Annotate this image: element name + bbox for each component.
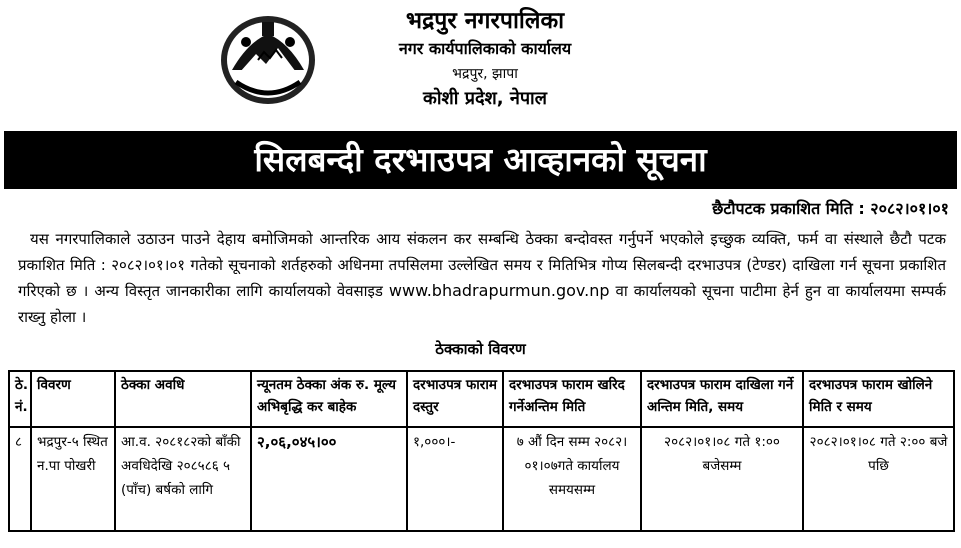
cell-min-amount: २,०६,०४५।००: [251, 427, 407, 531]
notice-text: यस नगरपालिकाले उठाउन पाउने देहाय बमोजिमको आन्तरिक आय संकलन कर सम्बन्धि ठेक्का बन्दोवस्त गर्नुपर्ने भएकोले इच्छुक व्यक्ति, फर्म वा संस्थाले छैटौ पटक प्रकाशित मिति : २०८२।०१।०१ गतेको सूचनाको शर्तहरुको अधिनमा तपसिलमा उल्लेखित समय र मितिभित्र गोप्य सिलबन्दी दरभाउपत्र (टेण्डर) दाखिला गर्न सूचना प्रकाशित गरिएको छ । अन्य विस्तृत जानकारीका लागि कार्यालयको वेवसाइड: [18, 230, 946, 300]
letterhead: [330, 0, 640, 112]
cell-form-fee: १,०००।-: [407, 427, 503, 531]
province-name: कोशी प्रदेश, नेपाल: [423, 88, 547, 109]
header-description: विवरण: [31, 371, 115, 427]
table-header-row: [9, 371, 954, 427]
table-row: [9, 427, 954, 531]
cell-opening: २०८२।०१।०८ गते २:०० बजे पछि: [803, 427, 954, 531]
notice-body: [18, 226, 946, 330]
header-period: ठेक्का अवधि: [115, 371, 251, 427]
tender-table: [8, 370, 955, 532]
cell-submission-deadline: २०८२।०१।०८ गते १:०० बजेसम्म: [641, 427, 803, 531]
nepal-emblem: [218, 12, 318, 108]
website-link[interactable]: www.bhadrapurmun.gov.np: [388, 281, 610, 300]
office-address: भद्रपुर, झापा: [452, 66, 518, 82]
cell-description: भद्रपुर-५ स्थित न.पा पोखरी: [31, 427, 115, 531]
cell-no: ८: [9, 427, 31, 531]
header-form-fee: दरभाउपत्र फाराम दस्तुर: [407, 371, 503, 427]
header-no: ठे. नं.: [9, 371, 31, 427]
header-submission-deadline: दरभाउपत्र फाराम दाखिला गर्ने अन्तिम मिति, समय: [641, 371, 803, 427]
office-name: नगर कार्यपालिकाको कार्यालय: [398, 39, 572, 58]
publication-date: छैटौपटक प्रकाशित मिति : २०८२।०१।०१: [712, 199, 949, 218]
notice-text-end: वा कार्यालयको सूचना पाटीमा हेर्न हुन वा कार्यालयमा सम्पर्क राख्नु होला ।: [18, 282, 946, 326]
municipality-name: भद्रपुर नगरपालिका: [405, 8, 565, 34]
header-min-amount: न्यूनतम ठेक्का अंक रु. मूल्य अभिबृद्धि कर बाहेक: [251, 371, 407, 427]
header-opening: दरभाउपत्र फाराम खोलिने मिति र समय: [803, 371, 954, 427]
notice-title: सिलबन्दी दरभाउपत्र आव्हानको सूचना: [4, 131, 957, 189]
cell-purchase-deadline: ७ औं दिन सम्म २०८२।०१।०७गते कार्यालय समयसम्म: [503, 427, 641, 531]
cell-period: आ.व. २०८१८२को बाँकी अवधिदेखि २०८५८६ ५ (पाँच) बर्षको लागि: [115, 427, 251, 531]
table-title: ठेक्काको विवरण: [435, 340, 526, 358]
header-purchase-deadline: दरभाउपत्र फाराम खरिद गर्नेअन्तिम मिति: [503, 371, 641, 427]
